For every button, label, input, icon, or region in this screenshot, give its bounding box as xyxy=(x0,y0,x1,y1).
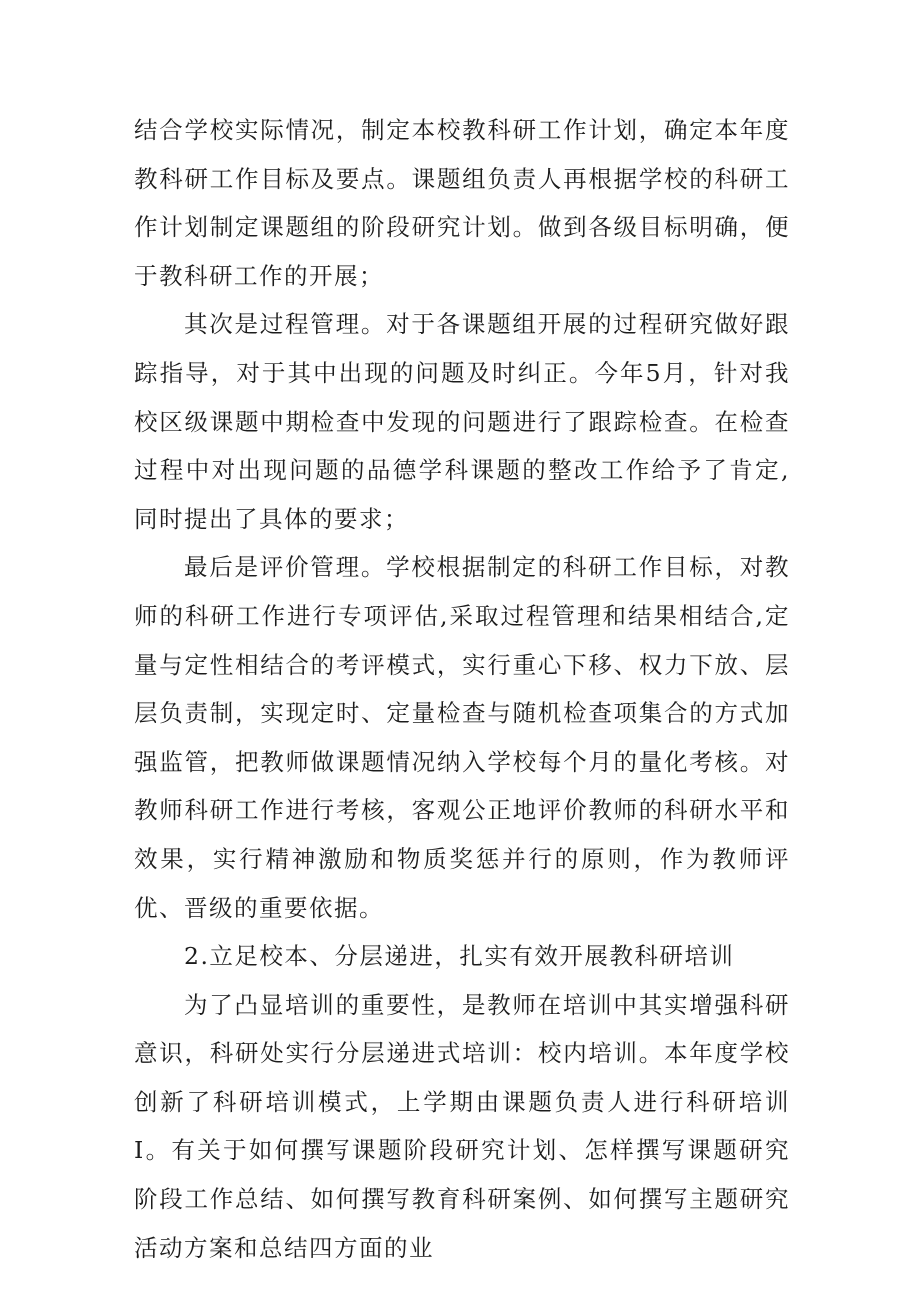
paragraph-evaluation-management: 最后是评价管理。学校根据制定的科研工作目标，对教师的科研工作进行专项评估,采取过程管理和结果相结合,定量与定性相结合的考评模式，实行重心下移、权力下放、层层负责制，实现定时、定量检查与随机检查项集合的方式加强监管，把教师做课题情况纳入学校每个月的量化考核。对教师科研工作进行考核，客观公正地评价教师的科研水平和效果，实行精神激励和物质奖惩并行的原则，作为教师评优、晋级的重要依据。 xyxy=(134,553,790,922)
paragraph-continuation: 结合学校实际情况，制定本校教科研工作计划，确定本年度教科研工作目标及要点。课题组负责人再根据学校的科研工作计划制定课题组的阶段研究计划。做到各级目标明确，便于教科研工作的开展； xyxy=(134,116,790,290)
paragraph-training: 为了凸显培训的重要性，是教师在培训中其实增强科研意识，科研处实行分层递进式培训：校内培训。本年度学校创新了科研培训模式，上学期由课题负责人进行科研培训Ⅰ。有关于如何撰写课题阶段研究计划、怎样撰写课题研究阶段工作总结、如何撰写教育科研案例、如何撰写主题研究活动方案和总结四方面的业 xyxy=(134,990,790,1262)
section-heading-training: 2.立足校本、分层递进，扎实有效开展教科研培训 xyxy=(184,942,735,971)
paragraph-process-management: 其次是过程管理。对于各课题组开展的过程研究做好跟踪指导，对于其中出现的问题及时纠正。今年5月，针对我校区级课题中期检查中发现的问题进行了跟踪检查。在检查过程中对出现问题的品德学科课题的整改工作给予了肯定,同时提出了具体的要求； xyxy=(134,310,790,533)
